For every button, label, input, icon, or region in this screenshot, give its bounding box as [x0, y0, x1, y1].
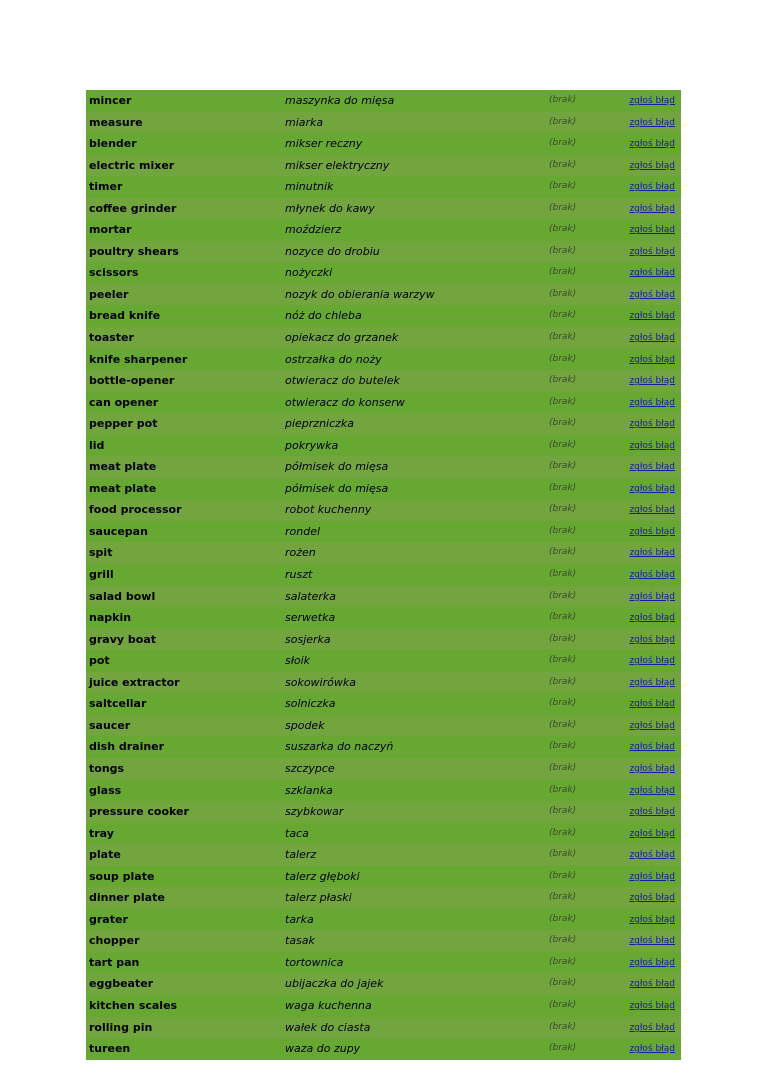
table-row	[86, 693, 681, 715]
note-cell: (brak)	[546, 758, 622, 780]
table-row	[86, 521, 681, 543]
note-cell: (brak)	[546, 305, 622, 327]
report-cell	[622, 133, 681, 155]
report-error-link[interactable]: zgłoś błąd	[629, 807, 675, 818]
english-term: pot	[86, 650, 282, 672]
english-term: peeler	[86, 284, 282, 306]
polish-translation: robot kuchenny	[282, 499, 546, 521]
english-term: toaster	[86, 327, 282, 349]
report-cell	[622, 607, 681, 629]
report-error-link[interactable]: zgłoś błąd	[629, 699, 675, 710]
note-cell: (brak)	[546, 370, 622, 392]
polish-translation: taca	[282, 823, 546, 845]
table-row	[86, 392, 681, 414]
report-error-link[interactable]: zgłoś błąd	[629, 333, 675, 344]
table-row	[86, 715, 681, 737]
english-term: scissors	[86, 262, 282, 284]
note-cell: (brak)	[546, 1017, 622, 1039]
table-row	[86, 564, 681, 586]
table-row	[86, 844, 681, 866]
polish-translation: nozyk do obierania warzyw	[282, 284, 546, 306]
report-error-link[interactable]: zgłoś błąd	[629, 526, 675, 537]
vocabulary-table-body	[86, 90, 681, 1060]
report-cell	[622, 284, 681, 306]
english-term: pressure cooker	[86, 801, 282, 823]
english-term: can opener	[86, 392, 282, 414]
report-error-link[interactable]: zgłoś błąd	[629, 893, 675, 904]
table-row	[86, 973, 681, 995]
english-term: electric mixer	[86, 155, 282, 177]
report-error-link[interactable]: zgłoś błąd	[629, 763, 675, 774]
english-term: grater	[86, 909, 282, 931]
english-term: food processor	[86, 499, 282, 521]
note-cell: (brak)	[546, 801, 622, 823]
table-row	[86, 736, 681, 758]
report-error-link[interactable]: zgłoś błąd	[629, 656, 675, 667]
english-term: poultry shears	[86, 241, 282, 263]
report-error-link[interactable]: zgłoś błąd	[629, 936, 675, 947]
polish-translation: otwieracz do konserw	[282, 392, 546, 414]
english-term: dinner plate	[86, 887, 282, 909]
english-term: rolling pin	[86, 1017, 282, 1039]
report-cell	[622, 241, 681, 263]
english-term: tongs	[86, 758, 282, 780]
report-error-link[interactable]: zgłoś błąd	[629, 203, 675, 214]
report-error-link[interactable]: zgłoś błąd	[629, 850, 675, 861]
note-cell: (brak)	[546, 995, 622, 1017]
report-cell	[622, 844, 681, 866]
report-cell	[622, 499, 681, 521]
table-row	[86, 370, 681, 392]
report-cell	[622, 1038, 681, 1060]
english-term: measure	[86, 112, 282, 134]
polish-translation: ostrzałka do noży	[282, 349, 546, 371]
english-term: coffee grinder	[86, 198, 282, 220]
note-cell: (brak)	[546, 392, 622, 414]
report-error-link[interactable]: zgłoś błąd	[629, 677, 675, 688]
report-cell	[622, 219, 681, 241]
english-term: blender	[86, 133, 282, 155]
report-error-link[interactable]: zgłoś błąd	[629, 117, 675, 128]
table-row	[86, 112, 681, 134]
note-cell: (brak)	[546, 844, 622, 866]
english-term: napkin	[86, 607, 282, 629]
english-term: meat plate	[86, 478, 282, 500]
report-cell	[622, 866, 681, 888]
table-row	[86, 1017, 681, 1039]
polish-translation: waga kuchenna	[282, 995, 546, 1017]
polish-translation: ubijaczka do jajek	[282, 973, 546, 995]
polish-translation: maszynka do mięsa	[282, 90, 546, 112]
note-cell: (brak)	[546, 499, 622, 521]
polish-translation: sokowirówka	[282, 672, 546, 694]
report-cell	[622, 155, 681, 177]
report-error-link[interactable]: zgłoś błąd	[629, 742, 675, 753]
note-cell: (brak)	[546, 629, 622, 651]
report-error-link[interactable]: zgłoś błąd	[629, 397, 675, 408]
report-cell	[622, 521, 681, 543]
polish-translation: półmisek do mięsa	[282, 478, 546, 500]
table-row	[86, 672, 681, 694]
report-cell	[622, 198, 681, 220]
polish-translation: nóż do chleba	[282, 305, 546, 327]
note-cell: (brak)	[546, 155, 622, 177]
report-cell	[622, 327, 681, 349]
note-cell: (brak)	[546, 198, 622, 220]
report-error-link[interactable]: zgłoś błąd	[629, 440, 675, 451]
report-cell	[622, 564, 681, 586]
polish-translation: szklanka	[282, 780, 546, 802]
report-cell	[622, 90, 681, 112]
english-term: pepper pot	[86, 413, 282, 435]
english-term: saucer	[86, 715, 282, 737]
english-term: meat plate	[86, 456, 282, 478]
table-row	[86, 478, 681, 500]
polish-translation: rożen	[282, 542, 546, 564]
report-error-link[interactable]: zgłoś błąd	[629, 591, 675, 602]
polish-translation: nożyczki	[282, 262, 546, 284]
report-cell	[622, 586, 681, 608]
table-row	[86, 262, 681, 284]
report-error-link[interactable]: zgłoś błąd	[629, 1000, 675, 1011]
note-cell: (brak)	[546, 327, 622, 349]
table-row	[86, 435, 681, 457]
english-term: glass	[86, 780, 282, 802]
polish-translation: szczypce	[282, 758, 546, 780]
english-term: dish drainer	[86, 736, 282, 758]
report-cell	[622, 542, 681, 564]
note-cell: (brak)	[546, 909, 622, 931]
report-error-link[interactable]: zgłoś błąd	[629, 354, 675, 365]
table-row	[86, 887, 681, 909]
table-row	[86, 952, 681, 974]
table-row	[86, 586, 681, 608]
polish-translation: talerz głęboki	[282, 866, 546, 888]
report-cell	[622, 780, 681, 802]
report-cell	[622, 112, 681, 134]
note-cell: (brak)	[546, 715, 622, 737]
report-error-link[interactable]: zgłoś błąd	[629, 785, 675, 796]
english-term: plate	[86, 844, 282, 866]
note-cell: (brak)	[546, 133, 622, 155]
table-row	[86, 327, 681, 349]
note-cell: (brak)	[546, 241, 622, 263]
polish-translation: minutnik	[282, 176, 546, 198]
note-cell: (brak)	[546, 780, 622, 802]
table-row	[86, 607, 681, 629]
polish-translation: nozyce do drobiu	[282, 241, 546, 263]
polish-translation: waza do zupy	[282, 1038, 546, 1060]
report-error-link[interactable]: zgłoś błąd	[629, 720, 675, 731]
report-error-link[interactable]: zgłoś błąd	[629, 548, 675, 559]
report-error-link[interactable]: zgłoś błąd	[629, 613, 675, 624]
english-term: tureen	[86, 1038, 282, 1060]
table-row	[86, 241, 681, 263]
report-cell	[622, 392, 681, 414]
report-error-link[interactable]: zgłoś błąd	[629, 634, 675, 645]
table-row	[86, 650, 681, 672]
report-error-link[interactable]: zgłoś błąd	[629, 311, 675, 322]
note-cell: (brak)	[546, 672, 622, 694]
note-cell: (brak)	[546, 413, 622, 435]
english-term: tray	[86, 823, 282, 845]
vocabulary-table	[86, 90, 681, 1060]
report-cell	[622, 262, 681, 284]
polish-translation: rondel	[282, 521, 546, 543]
report-error-link[interactable]: zgłoś błąd	[629, 871, 675, 882]
polish-translation: talerz płaski	[282, 887, 546, 909]
english-term: lid	[86, 435, 282, 457]
english-term: gravy boat	[86, 629, 282, 651]
report-error-link[interactable]: zgłoś błąd	[629, 1022, 675, 1033]
english-term: bread knife	[86, 305, 282, 327]
note-cell: (brak)	[546, 650, 622, 672]
report-error-link[interactable]: zgłoś błąd	[629, 225, 675, 236]
report-error-link[interactable]: zgłoś błąd	[629, 505, 675, 516]
table-row	[86, 823, 681, 845]
report-cell	[622, 823, 681, 845]
note-cell: (brak)	[546, 693, 622, 715]
english-term: eggbeater	[86, 973, 282, 995]
polish-translation: sosjerka	[282, 629, 546, 651]
polish-translation: pokrywka	[282, 435, 546, 457]
report-cell	[622, 650, 681, 672]
note-cell: (brak)	[546, 823, 622, 845]
report-cell	[622, 801, 681, 823]
report-error-link[interactable]: zgłoś błąd	[629, 979, 675, 990]
table-row	[86, 542, 681, 564]
polish-translation: tortownica	[282, 952, 546, 974]
polish-translation: szybkowar	[282, 801, 546, 823]
english-term: kitchen scales	[86, 995, 282, 1017]
polish-translation: talerz	[282, 844, 546, 866]
report-error-link[interactable]: zgłoś błąd	[629, 570, 675, 581]
english-term: salad bowl	[86, 586, 282, 608]
english-term: bottle-opener	[86, 370, 282, 392]
report-cell	[622, 629, 681, 651]
table-row	[86, 456, 681, 478]
polish-translation: wałek do ciasta	[282, 1017, 546, 1039]
polish-translation: półmisek do mięsa	[282, 456, 546, 478]
table-row	[86, 995, 681, 1017]
report-cell	[622, 370, 681, 392]
report-cell	[622, 478, 681, 500]
report-error-link[interactable]: zgłoś błąd	[629, 914, 675, 925]
note-cell: (brak)	[546, 586, 622, 608]
report-cell	[622, 973, 681, 995]
english-term: tart pan	[86, 952, 282, 974]
polish-translation: suszarka do naczyń	[282, 736, 546, 758]
report-cell	[622, 758, 681, 780]
english-term: chopper	[86, 930, 282, 952]
note-cell: (brak)	[546, 478, 622, 500]
report-cell	[622, 995, 681, 1017]
note-cell: (brak)	[546, 349, 622, 371]
report-error-link[interactable]: zgłoś błąd	[629, 419, 675, 430]
report-cell	[622, 715, 681, 737]
report-error-link[interactable]: zgłoś błąd	[629, 268, 675, 279]
polish-translation: słoik	[282, 650, 546, 672]
polish-translation: opiekacz do grzanek	[282, 327, 546, 349]
report-cell	[622, 456, 681, 478]
note-cell: (brak)	[546, 456, 622, 478]
table-row	[86, 133, 681, 155]
report-cell	[622, 305, 681, 327]
note-cell: (brak)	[546, 521, 622, 543]
note-cell: (brak)	[546, 284, 622, 306]
polish-translation: serwetka	[282, 607, 546, 629]
report-cell	[622, 435, 681, 457]
polish-translation: pieprzniczka	[282, 413, 546, 435]
note-cell: (brak)	[546, 219, 622, 241]
report-error-link[interactable]: zgłoś błąd	[629, 462, 675, 473]
report-error-link[interactable]: zgłoś błąd	[629, 289, 675, 300]
english-term: saltcellar	[86, 693, 282, 715]
table-row	[86, 866, 681, 888]
polish-translation: solniczka	[282, 693, 546, 715]
english-term: juice extractor	[86, 672, 282, 694]
table-row	[86, 1038, 681, 1060]
report-cell	[622, 672, 681, 694]
table-row	[86, 909, 681, 931]
table-row	[86, 930, 681, 952]
note-cell: (brak)	[546, 564, 622, 586]
note-cell: (brak)	[546, 887, 622, 909]
report-error-link[interactable]: zgłoś błąd	[629, 483, 675, 494]
report-error-link[interactable]: zgłoś błąd	[629, 828, 675, 839]
polish-translation: miarka	[282, 112, 546, 134]
report-error-link[interactable]: zgłoś błąd	[629, 376, 675, 387]
report-cell	[622, 693, 681, 715]
table-row	[86, 305, 681, 327]
report-cell	[622, 952, 681, 974]
note-cell: (brak)	[546, 607, 622, 629]
report-error-link[interactable]: zgłoś błąd	[629, 96, 675, 106]
report-error-link[interactable]: zgłoś błąd	[629, 246, 675, 257]
report-cell	[622, 887, 681, 909]
table-row	[86, 499, 681, 521]
note-cell: (brak)	[546, 736, 622, 758]
report-cell	[622, 1017, 681, 1039]
english-term: grill	[86, 564, 282, 586]
note-cell: (brak)	[546, 973, 622, 995]
polish-translation: tasak	[282, 930, 546, 952]
report-cell	[622, 413, 681, 435]
english-term: timer	[86, 176, 282, 198]
report-error-link[interactable]: zgłoś błąd	[629, 182, 675, 193]
polish-translation: mikser reczny	[282, 133, 546, 155]
note-cell: (brak)	[546, 262, 622, 284]
polish-translation: tarka	[282, 909, 546, 931]
table-row	[86, 758, 681, 780]
report-cell	[622, 349, 681, 371]
english-term: spit	[86, 542, 282, 564]
english-term: mortar	[86, 219, 282, 241]
polish-translation: młynek do kawy	[282, 198, 546, 220]
polish-translation: moździerz	[282, 219, 546, 241]
table-row	[86, 219, 681, 241]
english-term: soup plate	[86, 866, 282, 888]
english-term: saucepan	[86, 521, 282, 543]
table-row	[86, 349, 681, 371]
report-cell	[622, 736, 681, 758]
note-cell: (brak)	[546, 1038, 622, 1060]
table-row	[86, 413, 681, 435]
note-cell: (brak)	[546, 435, 622, 457]
report-error-link[interactable]: zgłoś błąd	[629, 160, 675, 171]
note-cell: (brak)	[546, 930, 622, 952]
polish-translation: mikser elektryczny	[282, 155, 546, 177]
polish-translation: ruszt	[282, 564, 546, 586]
report-cell	[622, 909, 681, 931]
note-cell: (brak)	[546, 542, 622, 564]
report-cell	[622, 176, 681, 198]
english-term: mincer	[86, 90, 282, 112]
note-cell: (brak)	[546, 112, 622, 134]
note-cell: (brak)	[546, 952, 622, 974]
table-row	[86, 801, 681, 823]
note-cell: (brak)	[546, 90, 622, 112]
polish-translation: salaterka	[282, 586, 546, 608]
report-error-link[interactable]: zgłoś błąd	[629, 1044, 675, 1055]
table-row	[86, 629, 681, 651]
table-row	[86, 198, 681, 220]
note-cell: (brak)	[546, 866, 622, 888]
table-row	[86, 155, 681, 177]
report-error-link[interactable]: zgłoś błąd	[629, 139, 675, 150]
polish-translation: otwieracz do butelek	[282, 370, 546, 392]
table-row	[86, 176, 681, 198]
table-row	[86, 284, 681, 306]
table-row	[86, 780, 681, 802]
report-cell	[622, 930, 681, 952]
note-cell: (brak)	[546, 176, 622, 198]
english-term: knife sharpener	[86, 349, 282, 371]
polish-translation: spodek	[282, 715, 546, 737]
table-row	[86, 90, 681, 112]
report-error-link[interactable]: zgłoś błąd	[629, 957, 675, 968]
